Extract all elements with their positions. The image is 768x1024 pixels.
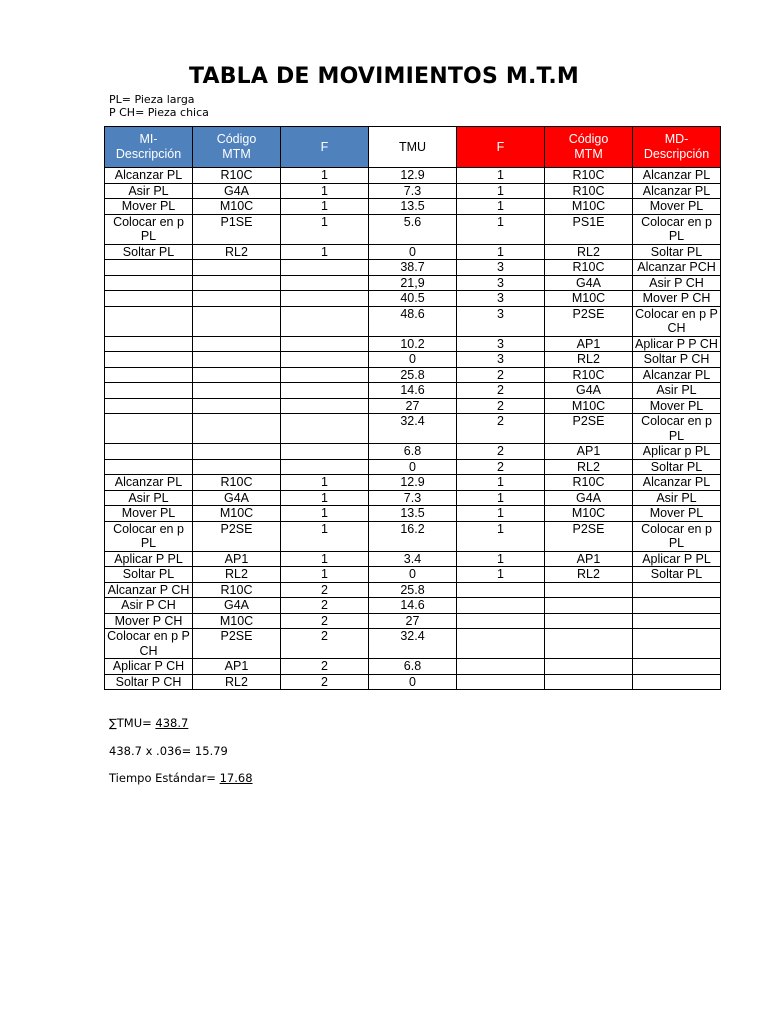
cell-codigo-left: R10C [193,475,281,491]
cell-f-right: 2 [457,367,545,383]
cell-f-left: 1 [281,183,369,199]
cell-f-right [457,674,545,690]
cell-tmu: 16.2 [369,521,457,551]
table-row [105,551,721,567]
sum-tmu-value: 438.7 [155,716,189,730]
cell-codigo-left: AP1 [193,551,281,567]
cell-f-right: 3 [457,352,545,368]
cell-mi-descripcion: Aplicar P PL [105,551,193,567]
cell-f-left [281,352,369,368]
cell-mi-descripcion [105,336,193,352]
cell-codigo-right: G4A [545,275,633,291]
header-f-left: F [281,127,369,168]
cell-f-right: 1 [457,244,545,260]
legend-pl: PL= Pieza larga [109,93,195,106]
cell-codigo-right: M10C [545,506,633,522]
table-row [105,674,721,690]
header-md-descripcion: MD- Descripción [633,127,721,168]
cell-f-right: 1 [457,168,545,184]
legend-pch: P CH= Pieza chica [109,106,209,119]
cell-codigo-left: G4A [193,598,281,614]
cell-f-right: 1 [457,214,545,244]
header-f-right: F [457,127,545,168]
cell-codigo-right [545,659,633,675]
table-row [105,629,721,659]
cell-md-descripcion [633,659,721,675]
cell-mi-descripcion: Asir P CH [105,598,193,614]
cell-mi-descripcion: Mover P CH [105,613,193,629]
cell-f-right: 1 [457,521,545,551]
cell-f-left: 1 [281,244,369,260]
cell-md-descripcion: Colocar en p PL [633,414,721,444]
cell-f-right: 2 [457,444,545,460]
table-row [105,613,721,629]
cell-f-left: 1 [281,551,369,567]
cell-f-right: 1 [457,551,545,567]
header-tmu: TMU [369,127,457,168]
table-row [105,398,721,414]
table-row [105,183,721,199]
table-row [105,244,721,260]
cell-tmu: 27 [369,398,457,414]
cell-f-right: 1 [457,475,545,491]
cell-mi-descripcion: Mover PL [105,199,193,215]
cell-f-right: 2 [457,414,545,444]
cell-mi-descripcion: Aplicar P CH [105,659,193,675]
cell-f-left [281,260,369,276]
cell-f-right [457,613,545,629]
cell-f-left [281,459,369,475]
cell-f-right: 2 [457,459,545,475]
cell-codigo-right [545,629,633,659]
cell-mi-descripcion: Soltar P CH [105,674,193,690]
cell-f-right: 3 [457,336,545,352]
table-row [105,459,721,475]
table-row [105,275,721,291]
cell-f-right: 2 [457,383,545,399]
cell-codigo-left: RL2 [193,244,281,260]
table-row [105,475,721,491]
cell-mi-descripcion: Alcanzar PL [105,168,193,184]
table-row [105,367,721,383]
cell-f-left: 2 [281,629,369,659]
cell-codigo-left: G4A [193,183,281,199]
cell-codigo-left: G4A [193,490,281,506]
cell-codigo-right: M10C [545,398,633,414]
cell-md-descripcion: Mover PL [633,506,721,522]
cell-f-left [281,306,369,336]
standard-time-value: 17.68 [219,771,253,785]
cell-mi-descripcion: Asir PL [105,490,193,506]
cell-f-left: 1 [281,475,369,491]
cell-f-left [281,367,369,383]
cell-codigo-right: AP1 [545,444,633,460]
cell-codigo-left [193,336,281,352]
cell-codigo-left: M10C [193,199,281,215]
cell-tmu: 0 [369,244,457,260]
cell-codigo-left: R10C [193,582,281,598]
cell-f-right: 1 [457,490,545,506]
cell-md-descripcion: Aplicar P PL [633,551,721,567]
cell-f-left: 1 [281,521,369,551]
cell-md-descripcion: Soltar PL [633,459,721,475]
cell-tmu: 13.5 [369,199,457,215]
cell-md-descripcion: Colocar en p PL [633,214,721,244]
table-row [105,199,721,215]
cell-codigo-right: R10C [545,260,633,276]
table-row [105,168,721,184]
cell-mi-descripcion: Asir PL [105,183,193,199]
table-row [105,414,721,444]
cell-codigo-right: R10C [545,475,633,491]
table-row [105,444,721,460]
cell-tmu: 25.8 [369,367,457,383]
cell-f-right: 3 [457,291,545,307]
cell-tmu: 6.8 [369,659,457,675]
cell-codigo-left: M10C [193,506,281,522]
header-codigo-mtm-left: Código MTM [193,127,281,168]
cell-codigo-right: R10C [545,367,633,383]
cell-f-left [281,414,369,444]
cell-codigo-left: P2SE [193,521,281,551]
cell-tmu: 12.9 [369,168,457,184]
cell-codigo-right: P2SE [545,521,633,551]
calc-line: 438.7 x .036= 15.79 [109,744,228,758]
cell-f-right [457,629,545,659]
cell-f-left: 2 [281,582,369,598]
cell-mi-descripcion [105,398,193,414]
cell-f-right: 1 [457,506,545,522]
table-row [105,521,721,551]
cell-codigo-left: AP1 [193,659,281,675]
cell-f-right: 1 [457,199,545,215]
cell-md-descripcion: Mover P CH [633,291,721,307]
cell-codigo-right: G4A [545,490,633,506]
table-row [105,506,721,522]
cell-f-right: 3 [457,275,545,291]
cell-md-descripcion: Alcanzar PL [633,168,721,184]
table-row [105,659,721,675]
cell-codigo-right: PS1E [545,214,633,244]
table-row [105,306,721,336]
table-row [105,291,721,307]
cell-f-left [281,398,369,414]
cell-codigo-left [193,352,281,368]
header-codigo-mtm-right: Código MTM [545,127,633,168]
table-row [105,214,721,244]
table-row [105,383,721,399]
cell-f-left: 1 [281,506,369,522]
cell-md-descripcion: Alcanzar PL [633,183,721,199]
table-row [105,352,721,368]
cell-codigo-right: R10C [545,168,633,184]
cell-codigo-right: AP1 [545,336,633,352]
cell-md-descripcion: Asir PL [633,490,721,506]
cell-codigo-left: P1SE [193,214,281,244]
cell-tmu: 12.9 [369,475,457,491]
cell-codigo-right: RL2 [545,352,633,368]
cell-md-descripcion: Alcanzar PL [633,367,721,383]
cell-f-right: 1 [457,567,545,583]
cell-codigo-left [193,260,281,276]
cell-tmu: 32.4 [369,414,457,444]
table-row [105,490,721,506]
cell-md-descripcion: Alcanzar PL [633,475,721,491]
cell-tmu: 0 [369,352,457,368]
cell-codigo-right: RL2 [545,567,633,583]
cell-codigo-right: M10C [545,291,633,307]
cell-md-descripcion [633,613,721,629]
standard-time-label: Tiempo Estándar= [109,771,220,785]
cell-codigo-right [545,598,633,614]
cell-tmu: 0 [369,459,457,475]
table-row [105,260,721,276]
cell-codigo-left [193,444,281,460]
cell-md-descripcion: Mover PL [633,199,721,215]
cell-mi-descripcion [105,367,193,383]
sum-tmu [109,716,188,730]
cell-f-left [281,444,369,460]
cell-tmu: 10.2 [369,336,457,352]
cell-f-right: 1 [457,183,545,199]
cell-tmu: 14.6 [369,598,457,614]
cell-codigo-right [545,613,633,629]
cell-codigo-left [193,275,281,291]
cell-md-descripcion: Aplicar P P CH [633,336,721,352]
cell-codigo-left: P2SE [193,629,281,659]
cell-codigo-left: RL2 [193,674,281,690]
cell-tmu: 0 [369,674,457,690]
mtm-table [104,126,721,690]
cell-f-right [457,598,545,614]
cell-f-left [281,383,369,399]
cell-codigo-left [193,398,281,414]
cell-f-right: 3 [457,260,545,276]
cell-codigo-right: M10C [545,199,633,215]
cell-f-right [457,582,545,598]
cell-f-left: 2 [281,613,369,629]
cell-tmu: 7.3 [369,490,457,506]
cell-mi-descripcion [105,352,193,368]
cell-md-descripcion: Soltar P CH [633,352,721,368]
table-row [105,582,721,598]
cell-md-descripcion: Asir P CH [633,275,721,291]
cell-md-descripcion: Colocar en p PL [633,521,721,551]
cell-f-left: 1 [281,490,369,506]
cell-mi-descripcion: Colocar en p PL [105,214,193,244]
cell-codigo-left: R10C [193,168,281,184]
cell-codigo-right [545,674,633,690]
cell-md-descripcion [633,674,721,690]
cell-codigo-right: RL2 [545,459,633,475]
cell-codigo-left [193,414,281,444]
cell-f-left: 1 [281,168,369,184]
cell-tmu: 0 [369,567,457,583]
cell-f-right [457,659,545,675]
cell-codigo-left [193,291,281,307]
cell-mi-descripcion: Soltar PL [105,244,193,260]
cell-tmu: 48.6 [369,306,457,336]
cell-tmu: 3.4 [369,551,457,567]
cell-mi-descripcion: Colocar en p P CH [105,629,193,659]
cell-tmu: 5.6 [369,214,457,244]
cell-md-descripcion: Soltar PL [633,567,721,583]
cell-codigo-left: RL2 [193,567,281,583]
table-row [105,567,721,583]
cell-mi-descripcion [105,291,193,307]
cell-mi-descripcion: Soltar PL [105,567,193,583]
cell-codigo-right: P2SE [545,306,633,336]
cell-mi-descripcion: Colocar en p PL [105,521,193,551]
cell-codigo-left [193,367,281,383]
cell-mi-descripcion: Alcanzar P CH [105,582,193,598]
cell-tmu: 7.3 [369,183,457,199]
cell-md-descripcion: Alcanzar PCH [633,260,721,276]
cell-mi-descripcion: Alcanzar PL [105,475,193,491]
cell-f-left [281,275,369,291]
header-mi-descripcion: MI- Descripción [105,127,193,168]
standard-time [109,771,253,785]
cell-mi-descripcion [105,414,193,444]
cell-mi-descripcion [105,260,193,276]
cell-md-descripcion: Aplicar p PL [633,444,721,460]
cell-md-descripcion: Asir PL [633,383,721,399]
cell-tmu: 38.7 [369,260,457,276]
cell-f-left: 2 [281,659,369,675]
cell-md-descripcion: Soltar PL [633,244,721,260]
header-row [105,127,721,168]
cell-codigo-left [193,459,281,475]
cell-tmu: 25.8 [369,582,457,598]
cell-codigo-right: P2SE [545,414,633,444]
cell-tmu: 21,9 [369,275,457,291]
cell-tmu: 13.5 [369,506,457,522]
table-row [105,598,721,614]
cell-tmu: 14.6 [369,383,457,399]
cell-md-descripcion [633,598,721,614]
cell-md-descripcion: Colocar en p P CH [633,306,721,336]
cell-codigo-left [193,306,281,336]
cell-codigo-left [193,383,281,399]
cell-codigo-left: M10C [193,613,281,629]
cell-mi-descripcion [105,459,193,475]
cell-f-right: 2 [457,398,545,414]
cell-f-left: 2 [281,598,369,614]
cell-f-left: 1 [281,214,369,244]
cell-f-left [281,291,369,307]
cell-codigo-right: AP1 [545,551,633,567]
cell-tmu: 40.5 [369,291,457,307]
cell-tmu: 6.8 [369,444,457,460]
cell-f-left [281,336,369,352]
cell-tmu: 27 [369,613,457,629]
cell-f-left: 2 [281,674,369,690]
cell-f-left: 1 [281,199,369,215]
cell-mi-descripcion: Mover PL [105,506,193,522]
cell-codigo-right: RL2 [545,244,633,260]
cell-mi-descripcion [105,444,193,460]
cell-mi-descripcion [105,306,193,336]
cell-md-descripcion: Mover PL [633,398,721,414]
page-title: TABLA DE MOVIMIENTOS M.T.M [188,64,580,89]
cell-mi-descripcion [105,275,193,291]
cell-mi-descripcion [105,383,193,399]
table-body [105,168,721,690]
sum-tmu-label: ∑TMU= [109,716,156,730]
cell-f-left: 1 [281,567,369,583]
table-row [105,336,721,352]
cell-codigo-right: R10C [545,183,633,199]
cell-codigo-right [545,582,633,598]
cell-md-descripcion [633,582,721,598]
cell-f-right: 3 [457,306,545,336]
cell-tmu: 32.4 [369,629,457,659]
cell-codigo-right: G4A [545,383,633,399]
cell-md-descripcion [633,629,721,659]
